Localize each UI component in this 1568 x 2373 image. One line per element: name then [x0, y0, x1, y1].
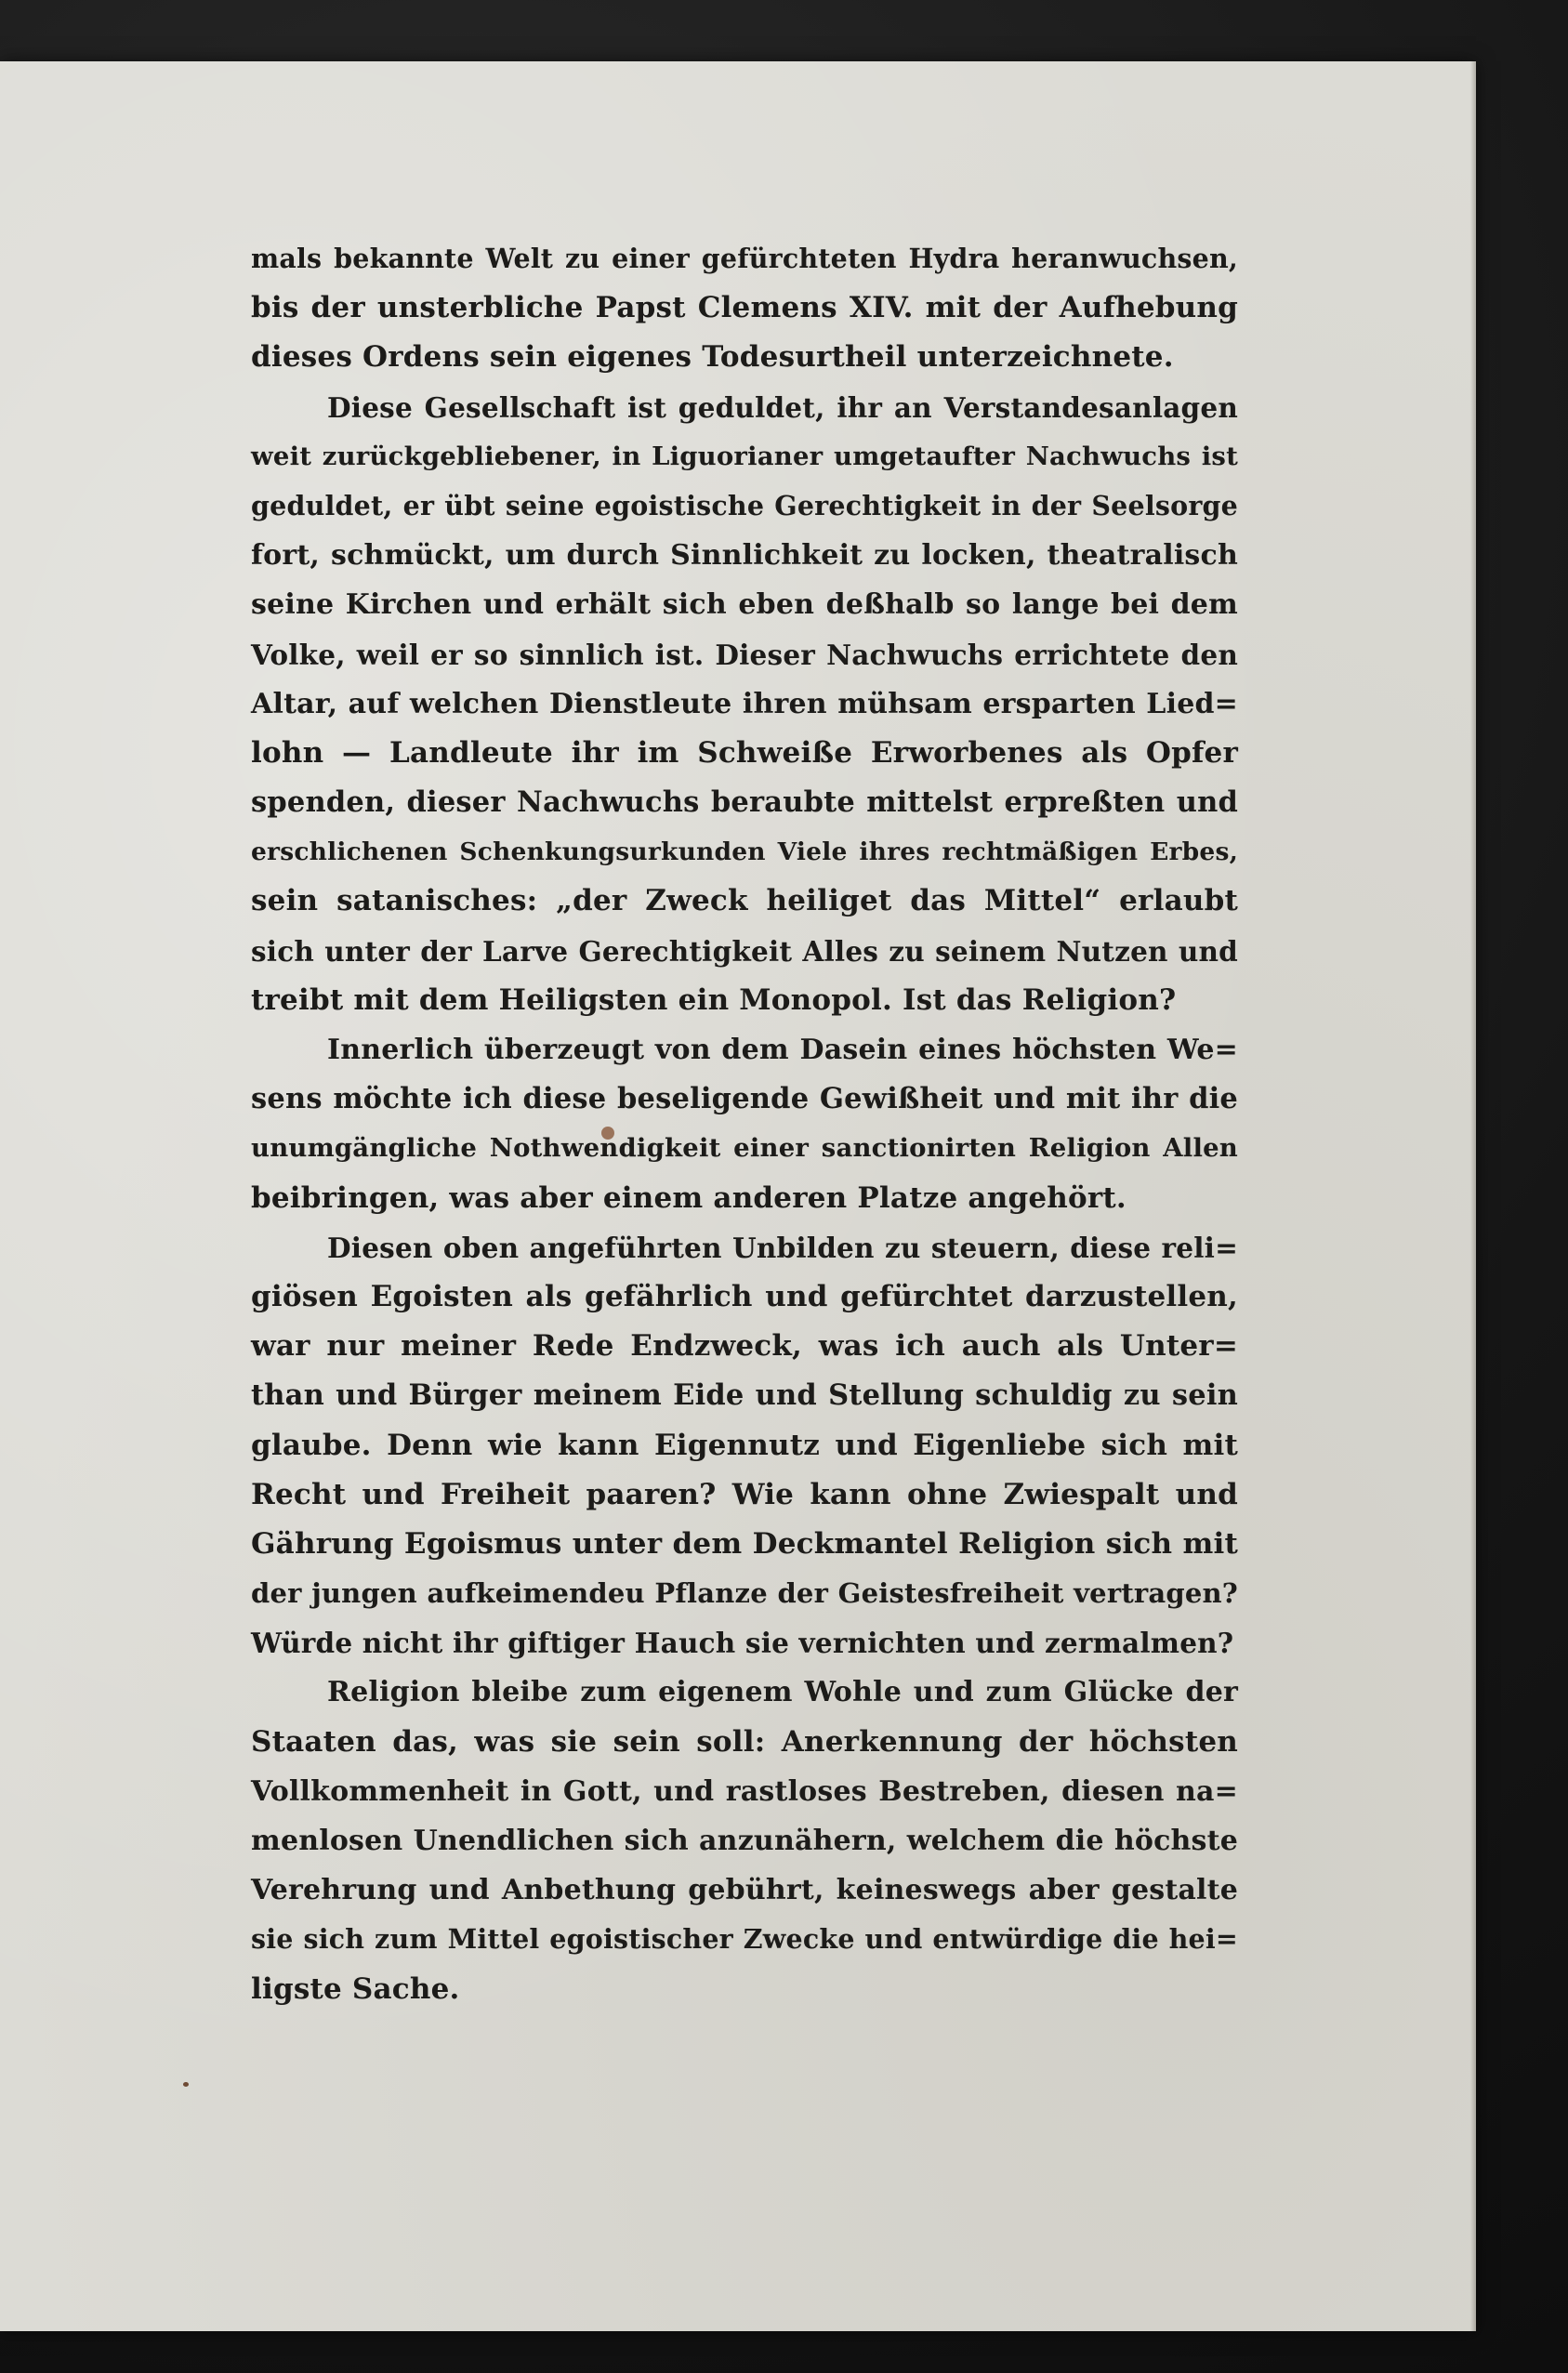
- text-line: seine Kirchen und erhält sich eben deßhalb so lange bei dem: [251, 588, 1238, 622]
- text-line: than und Bürger meinem Eide und Stellung schuldig zu sein: [251, 1378, 1238, 1413]
- text-line: erschlichenen Schenkungsurkunden Viele ihres rechtmäßigen Erbes,: [251, 837, 1238, 867]
- text-line: bis der unsterbliche Papst Clemens XIV. mit der Aufhebung: [251, 291, 1238, 325]
- text-line: geduldet, er übt seine egoistische Gerechtigkeit in der Seelsorge: [251, 489, 1238, 521]
- text-line: Altar, auf welchen Dienstleute ihren mühsam ersparten Lied=: [251, 687, 1238, 720]
- text-line: Innerlich überzeugt von dem Dasein eines höchsten We=: [327, 1034, 1238, 1066]
- text-line: Verehrung und Anbethung gebührt, keineswegs aber gestalte: [251, 1874, 1238, 1907]
- text-line: menlosen Unendlichen sich anzunähern, welchem die höchste: [251, 1825, 1238, 1857]
- paragraph-5: [251, 1668, 1238, 2013]
- text-line: lohn — Landleute ihr im Schweiße Erworbenes als Opfer: [251, 735, 1238, 770]
- text-line: Volke, weil er so sinnlich ist. Dieser Nachwuchs errichtete den: [251, 638, 1238, 671]
- text-line: der jungen aufkeimendeu Pflanze der Geistesfreiheit vertragen?: [251, 1577, 1238, 1610]
- text-line: Diese Gesellschaft ist geduldet, ihr an Verstandesanlagen: [327, 390, 1238, 424]
- text-line: Religion bleibe zum eigenem Wohle und zum Glücke der: [327, 1676, 1238, 1709]
- paragraph-2: [251, 383, 1238, 1025]
- text-line: Würde nicht ihr giftiger Hauch sie vernichten und zermalmen?: [251, 1627, 1234, 1660]
- text-line: sich unter der Larve Gerechtigkeit Alles zu seinem Nutzen und: [251, 934, 1238, 968]
- text-line: unumgängliche Nothwendigkeit einer sanctionirten Religion Allen: [251, 1133, 1238, 1164]
- ink-speck: [183, 2082, 189, 2087]
- text-line: glaube. Denn wie kann Eigennutz und Eigenliebe sich mit: [251, 1428, 1238, 1462]
- text-line: sein satanisches: „der Zweck heiliget das Mittel“ erlaubt: [251, 884, 1238, 918]
- text-line: beibringen, was aber einem anderen Platze angehört.: [251, 1180, 1127, 1215]
- paragraph-4: [251, 1223, 1238, 1668]
- body-text: [251, 234, 1238, 2014]
- text-line: mals bekannte Welt zu einer gefürchteten Hydra heranwuchsen,: [251, 243, 1238, 274]
- text-line: Staaten das, was sie sein soll: Anerkennung der höchsten: [251, 1724, 1238, 1759]
- text-line: Diesen oben angeführten Unbilden zu steuern, diese reli=: [327, 1231, 1238, 1264]
- text-line: Recht und Freiheit paaren? Wie kann ohne Zwiespalt und: [251, 1477, 1238, 1511]
- paragraph-1: [251, 234, 1238, 383]
- text-line: sens möchte ich diese beseligende Gewißheit und mit ihr die: [251, 1082, 1238, 1116]
- text-line: Gährung Egoismus unter dem Deckmantel Religion sich mit: [251, 1526, 1238, 1561]
- text-line: dieses Ordens sein eigenes Todesurtheil unterzeichnete.: [251, 340, 1174, 375]
- text-line: war nur meiner Rede Endzweck, was ich auch als Unter=: [251, 1329, 1238, 1364]
- text-line: weit zurückgebliebener, in Liguorianer umgetaufter Nachwuchs ist: [251, 441, 1238, 471]
- text-line: sie sich zum Mittel egoistischer Zwecke und entwürdige die hei=: [251, 1923, 1238, 1956]
- text-line: Vollkommenheit in Gott, und rastloses Bestreben, diesen na=: [251, 1774, 1238, 1808]
- book-page: [0, 61, 1476, 2331]
- text-line: treibt mit dem Heiligsten ein Monopol. Ist das Religion?: [251, 982, 1177, 1017]
- text-line: giösen Egoisten als gefährlich und gefürchtet darzustellen,: [251, 1279, 1238, 1313]
- text-line: spenden, dieser Nachwuchs beraubte mittelst erpreßten und: [251, 785, 1238, 820]
- paragraph-3: [251, 1025, 1238, 1223]
- page-edge-shadow: [1470, 61, 1476, 2331]
- text-line: fort, schmückt, um durch Sinnlichkeit zu locken, theatralisch: [251, 539, 1238, 573]
- text-line: ligste Sache.: [251, 1971, 460, 2006]
